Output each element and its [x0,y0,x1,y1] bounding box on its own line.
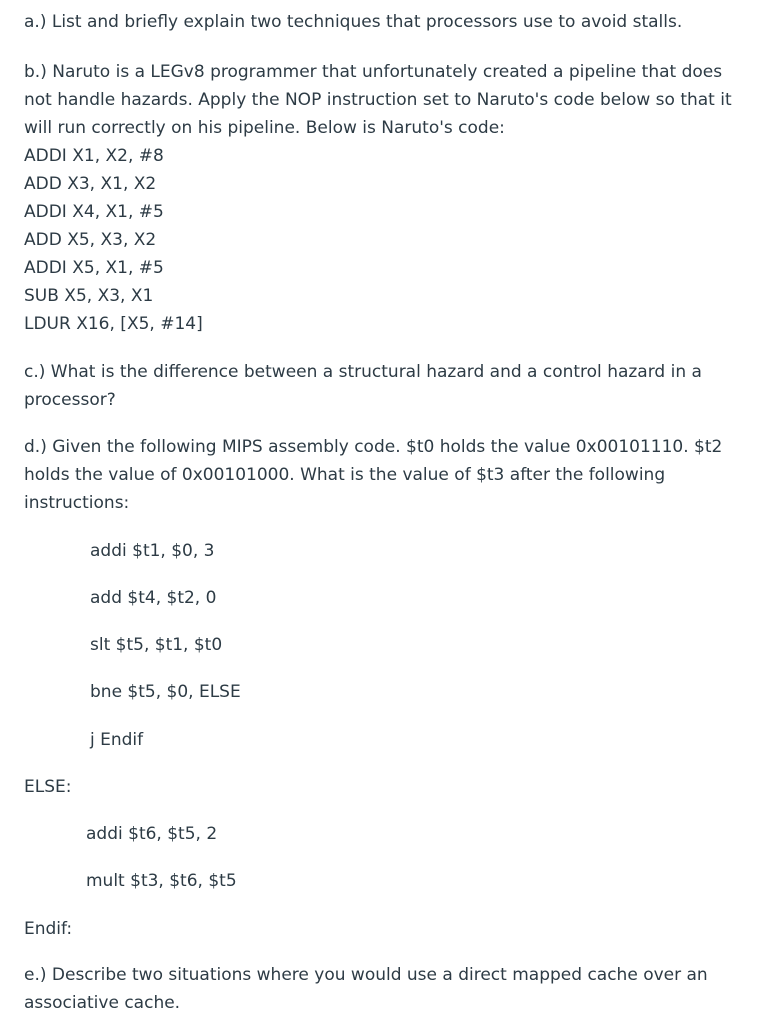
code-line: mult $t3, $t6, $t5 [86,871,237,891]
question-d-line: d.) Given the following MIPS assembly code. $t0 holds the value 0x00101110. $t2 [24,437,723,457]
question-c-line: c.) What is the difference between a structural hazard and a control hazard in a [24,362,702,382]
code-line: ADDI X1, X2, #8 [24,146,164,166]
question-e-line: e.) Describe two situations where you would use a direct mapped cache over an [24,965,708,985]
code-line: addi $t1, $0, 3 [90,541,215,561]
code-line: j Endif [90,730,144,750]
else-label: ELSE: [24,777,72,797]
question-d-line: instructions: [24,493,130,513]
code-line: add $t4, $t2, 0 [90,588,217,608]
code-line: ADDI X5, X1, #5 [24,258,164,278]
question-b-line: not handle hazards. Apply the NOP instruction set to Naruto's code below so that it [24,90,732,110]
question-b-line: b.) Naruto is a LEGv8 programmer that unfortunately created a pipeline that does [24,62,723,82]
code-line: SUB X5, X3, X1 [24,286,154,306]
code-line: ADD X3, X1, X2 [24,174,157,194]
endif-label: Endif: [24,919,73,939]
question-e-line: associative cache. [24,993,181,1013]
question-a-text: a.) List and briefly explain two techniques that processors use to avoid stalls. [24,12,683,32]
code-line: LDUR X16, [X5, #14] [24,314,203,334]
code-line: ADD X5, X3, X2 [24,230,157,250]
code-line: addi $t6, $t5, 2 [86,824,218,844]
question-d-line: holds the value of 0x00101000. What is the value of $t3 after the following [24,465,666,485]
question-c-line: processor? [24,390,116,410]
code-line: slt $t5, $t1, $t0 [90,635,223,655]
code-line: bne $t5, $0, ELSE [90,682,241,702]
code-line: ADDI X4, X1, #5 [24,202,164,222]
question-b-line: will run correctly on his pipeline. Below is Naruto's code: [24,118,505,138]
